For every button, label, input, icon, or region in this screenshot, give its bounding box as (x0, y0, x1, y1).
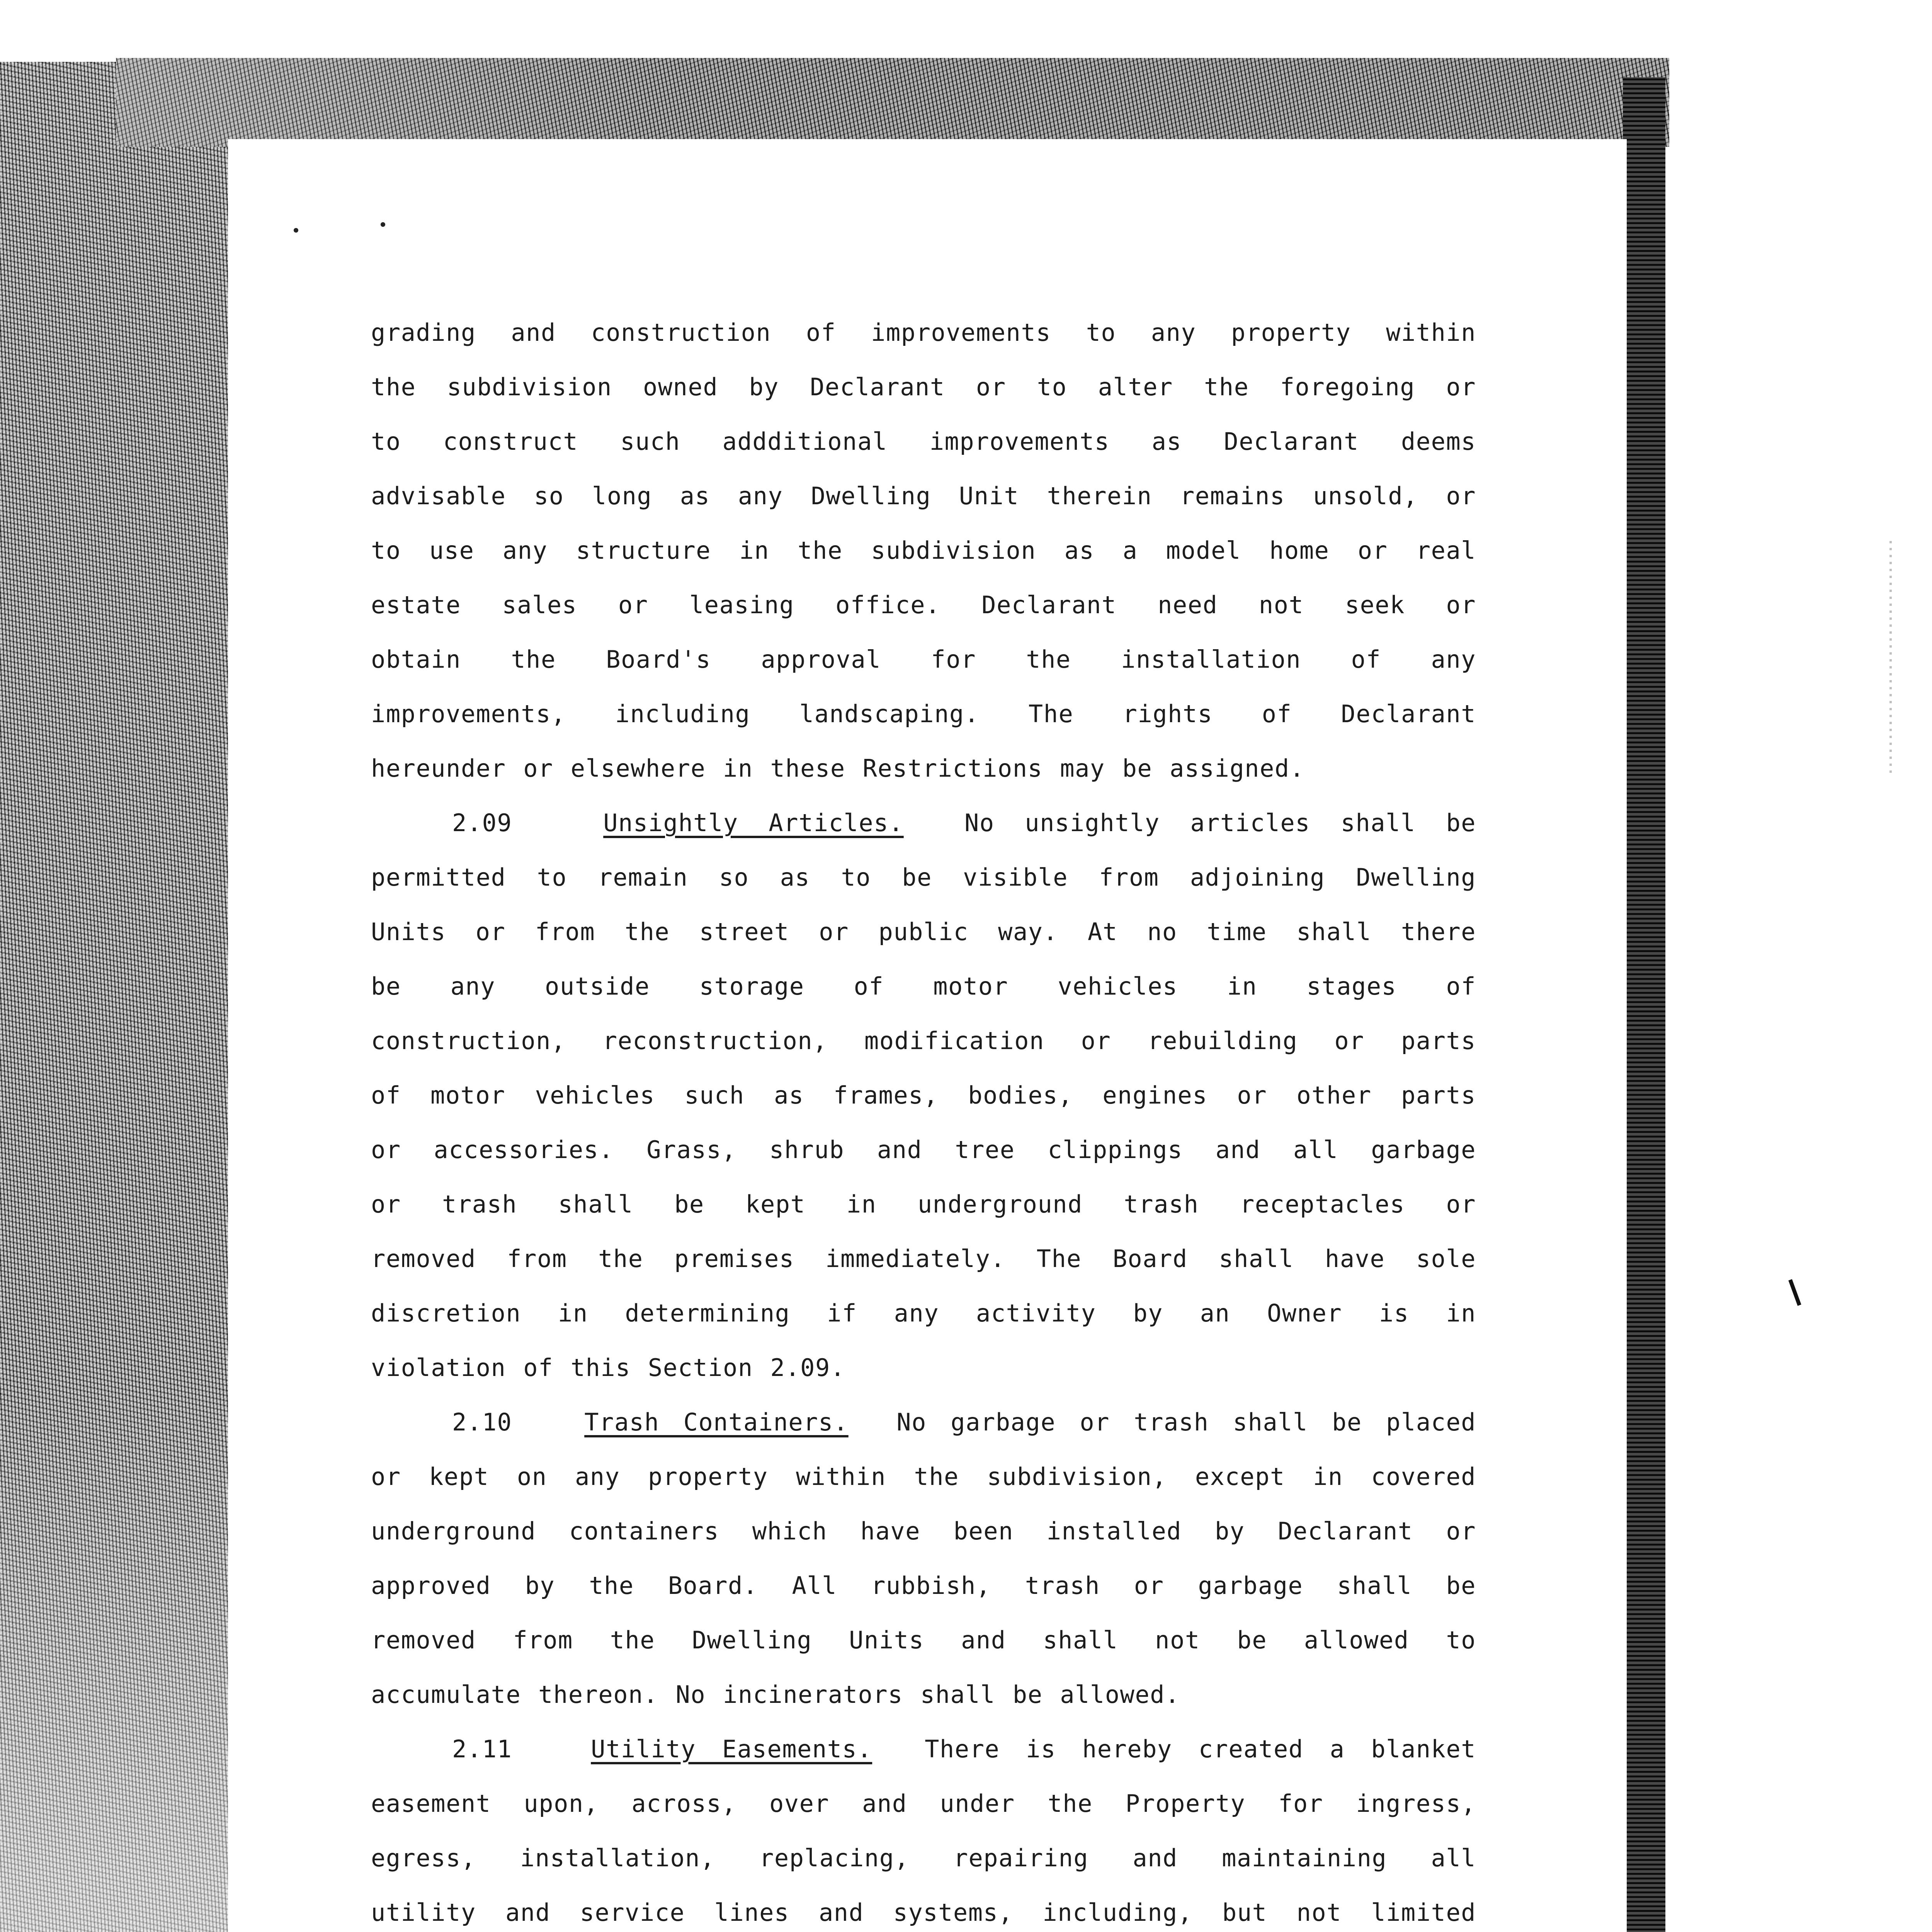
section-text: No garbage or trash shall be placed (896, 1408, 1476, 1436)
scan-edge-right (1623, 77, 1665, 1932)
text-line: removed from the Dwelling Units and shall not be allowed to (371, 1626, 1476, 1654)
stray-dot (294, 228, 298, 233)
text-line: approved by the Board. All rubbish, trash or garbage shall be (371, 1571, 1476, 1600)
text-line: permitted to remain so as to be visible from adjoining Dwelling (371, 863, 1476, 891)
text-line: or kept on any property within the subdivision, except in covered (371, 1463, 1476, 1491)
text-line: Units or from the street or public way. At no time shall there (371, 918, 1476, 946)
scan-noise-top-fade (116, 58, 657, 147)
text-line: to construct such addditional improvements as Declarant deems (371, 427, 1476, 456)
text-line: to use any structure in the subdivision as a model home or real (371, 536, 1476, 565)
text-line: egress, installation, replacing, repairing and maintaining all (371, 1844, 1476, 1872)
stray-pen-mark (1788, 1279, 1801, 1306)
text-line: grading and construction of improvements to any property within (371, 318, 1476, 347)
text-line: accumulate thereon. No incinerators shall be allowed. (371, 1680, 1180, 1709)
margin-mark (1889, 541, 1892, 773)
scan-noise-fade (0, 1391, 232, 1932)
text-line: discretion in determining if any activity by an Owner is in (371, 1299, 1476, 1327)
section-heading: Unsightly Articles. (603, 809, 904, 837)
text-line: removed from the premises immediately. The Board shall have sole (371, 1245, 1476, 1273)
section-number: 2.09 (452, 809, 512, 837)
section-text: No unsightly articles shall be (964, 809, 1476, 837)
section-2-09-first-line (371, 796, 1476, 850)
section-heading: Utility Easements. (591, 1735, 872, 1763)
text-line: advisable so long as any Dwelling Unit therein remains unsold, or (371, 482, 1476, 510)
stray-dot (381, 222, 385, 227)
text-line: estate sales or leasing office. Declarant need not seek or (371, 591, 1476, 619)
section-number: 2.10 (452, 1408, 512, 1436)
text-line: or trash shall be kept in underground trash receptacles or (371, 1190, 1476, 1218)
section-2-10-first-line (371, 1395, 1476, 1449)
text-line: violation of this Section 2.09. (371, 1354, 845, 1382)
text-line: utility and service lines and systems, including, but not limited (371, 1898, 1476, 1927)
document-body (371, 305, 1476, 1932)
text-line: hereunder or elsewhere in these Restrictions may be assigned. (371, 754, 1305, 782)
text-line: or accessories. Grass, shrub and tree clippings and all garbage (371, 1136, 1476, 1164)
text-line: underground containers which have been installed by Declarant or (371, 1517, 1476, 1545)
text-line: construction, reconstruction, modification or rebuilding or parts (371, 1027, 1476, 1055)
text-line: improvements, including landscaping. The rights of Declarant (371, 700, 1476, 728)
section-text: There is hereby created a blanket (925, 1735, 1476, 1763)
section-number: 2.11 (452, 1735, 512, 1763)
text-line: obtain the Board's approval for the installation of any (371, 645, 1476, 673)
text-line: easement upon, across, over and under the Property for ingress, (371, 1789, 1476, 1818)
section-2-11-first-line (371, 1722, 1476, 1776)
text-line: be any outside storage of motor vehicles in stages of (371, 972, 1476, 1000)
section-heading: Trash Containers. (584, 1408, 849, 1436)
text-line: of motor vehicles such as frames, bodies, engines or other parts (371, 1081, 1476, 1109)
text-line: the subdivision owned by Declarant or to alter the foregoing or (371, 373, 1476, 401)
